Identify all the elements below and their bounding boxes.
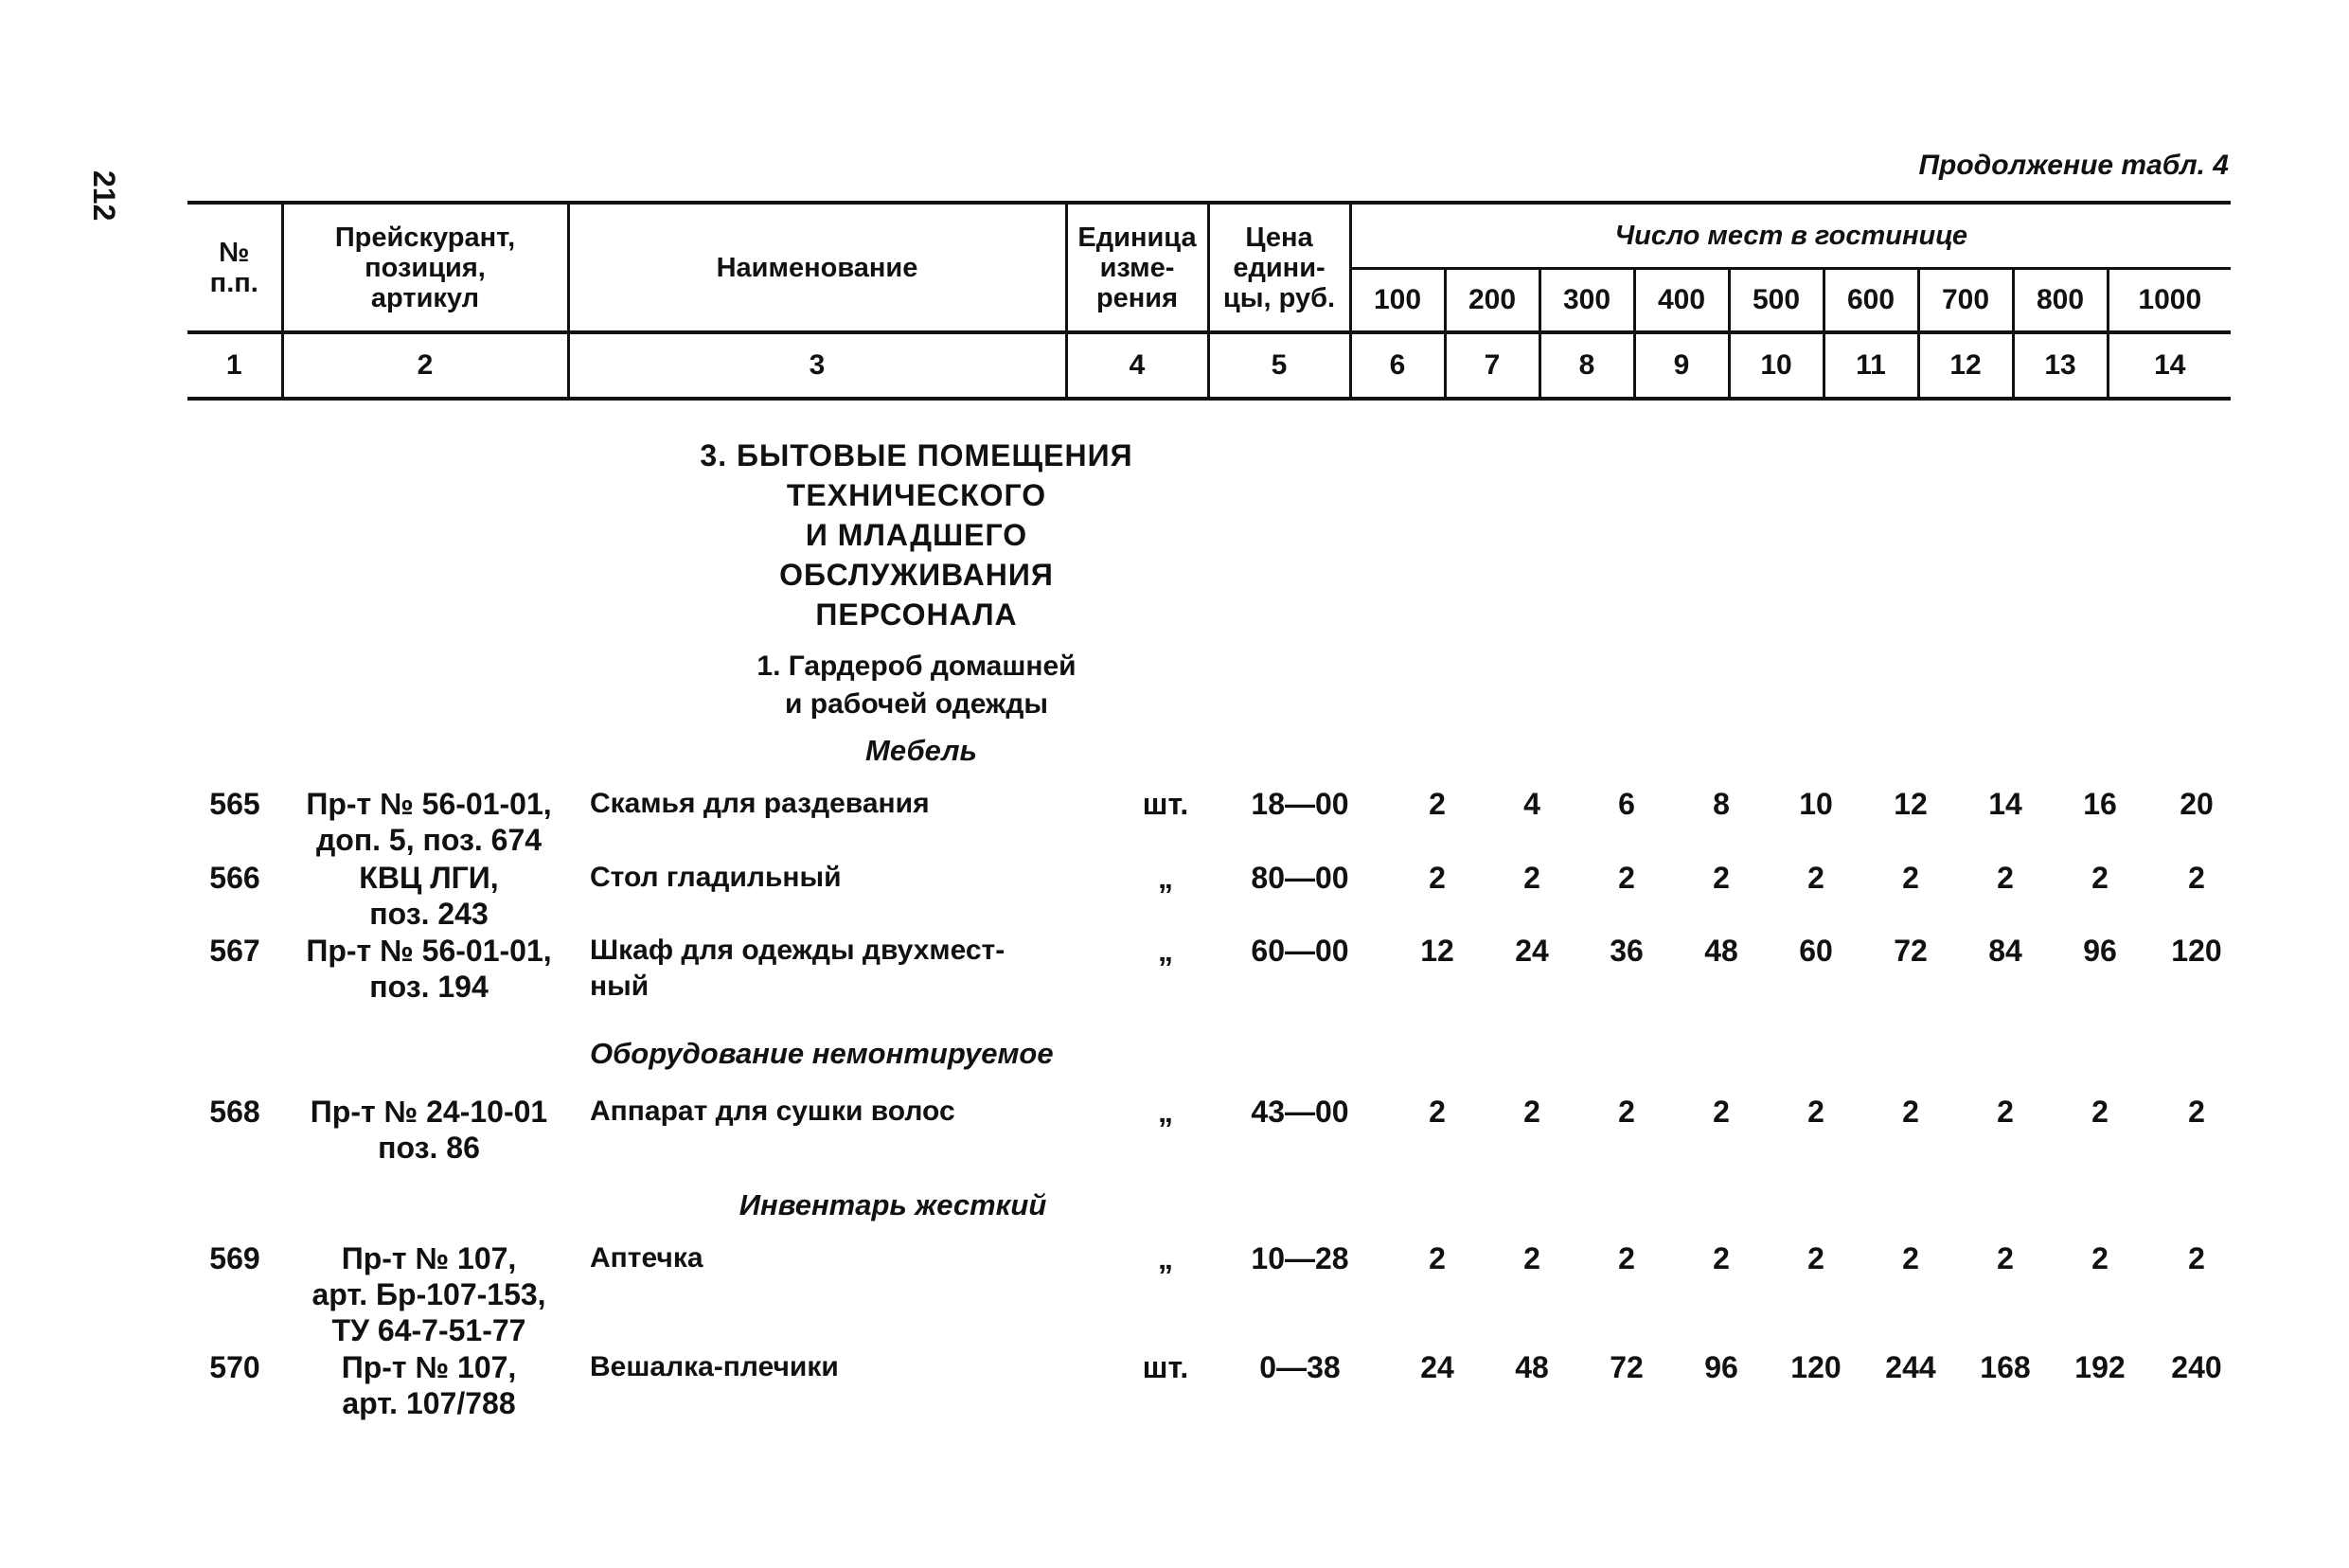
places-300: 300 bbox=[1539, 269, 1634, 333]
row-value-places-500: 120 bbox=[1790, 1350, 1842, 1384]
row-price-list: Пр-т № 107, арт. Бр-107-153, ТУ 64-7-51-77 bbox=[311, 1241, 546, 1347]
row-name: Аппарат для сушки волос bbox=[590, 1096, 955, 1127]
row-unit: „ bbox=[1158, 1095, 1173, 1129]
row-value-places-500: 2 bbox=[1807, 1095, 1824, 1129]
row-value-places-600: 244 bbox=[1885, 1350, 1936, 1384]
row-price-list: Пр-т № 56-01-01, доп. 5, поз. 674 bbox=[306, 787, 552, 857]
row-number: 568 bbox=[209, 1095, 260, 1129]
places-200: 200 bbox=[1445, 269, 1539, 333]
table-caption: Продолжение табл. 4 bbox=[1918, 150, 2229, 181]
row-value-places-200: 48 bbox=[1515, 1350, 1549, 1384]
row-number: 569 bbox=[209, 1241, 260, 1275]
row-value-places-1000: 240 bbox=[2171, 1350, 2222, 1384]
row-value-places-600: 2 bbox=[1902, 1241, 1919, 1275]
row-value-places-500: 2 bbox=[1807, 1241, 1824, 1275]
row-value-places-700: 168 bbox=[1980, 1350, 2031, 1384]
row-value-places-800: 2 bbox=[2091, 861, 2109, 895]
col-head-unit: Единица изме- рения bbox=[1066, 203, 1208, 332]
row-name: Шкаф для одежды двухмест- ный bbox=[590, 935, 1005, 1002]
row-value-places-300: 6 bbox=[1618, 787, 1635, 821]
row-value-places-200: 2 bbox=[1523, 1095, 1540, 1129]
section-subtitle: 1. Гардероб домашней и рабочей одежды bbox=[756, 650, 1077, 720]
column-number: 1 bbox=[187, 332, 282, 399]
row-value-places-1000: 2 bbox=[2188, 1241, 2205, 1275]
row-value-places-1000: 20 bbox=[2180, 787, 2214, 821]
column-number: 7 bbox=[1445, 332, 1539, 399]
row-value-places-400: 96 bbox=[1704, 1350, 1738, 1384]
row-value-places-100: 24 bbox=[1420, 1350, 1454, 1384]
group-inventory: Инвентарь жесткий bbox=[739, 1188, 1047, 1221]
column-number: 8 bbox=[1539, 332, 1634, 399]
row-price-list: Пр-т № 56-01-01, поз. 194 bbox=[306, 934, 552, 1004]
row-price: 18—00 bbox=[1251, 787, 1349, 821]
places-700: 700 bbox=[1918, 269, 2013, 333]
row-value-places-300: 2 bbox=[1618, 1095, 1635, 1129]
column-number: 13 bbox=[2013, 332, 2108, 399]
column-number: 9 bbox=[1634, 332, 1729, 399]
col-head-name: Наименование bbox=[568, 203, 1066, 332]
row-price-list: Пр-т № 24-10-01 поз. 86 bbox=[310, 1095, 548, 1165]
row-value-places-700: 2 bbox=[1997, 1095, 2014, 1129]
row-value-places-800: 16 bbox=[2083, 787, 2117, 821]
section-title: 3. БЫТОВЫЕ ПОМЕЩЕНИЯ ТЕХНИЧЕСКОГО И МЛАДШЕГО ОБСЛУЖИВАНИЯ ПЕРСОНАЛА bbox=[700, 438, 1133, 632]
row-value-places-300: 2 bbox=[1618, 861, 1635, 895]
row-price: 43—00 bbox=[1251, 1095, 1349, 1129]
row-name: Аптечка bbox=[590, 1242, 703, 1274]
column-number: 3 bbox=[568, 332, 1066, 399]
table-header bbox=[187, 201, 2231, 401]
row-value-places-300: 2 bbox=[1618, 1241, 1635, 1275]
col-head-num: № п.п. bbox=[187, 203, 282, 332]
col-head-places: Число мест в гостинице bbox=[1350, 203, 2231, 269]
row-value-places-1000: 120 bbox=[2171, 934, 2222, 968]
row-value-places-300: 36 bbox=[1610, 934, 1644, 968]
group-equipment: Оборудование немонтируемое bbox=[590, 1037, 1054, 1070]
row-value-places-100: 2 bbox=[1429, 861, 1446, 895]
row-value-places-100: 2 bbox=[1429, 787, 1446, 821]
row-value-places-700: 84 bbox=[1988, 934, 2022, 968]
row-value-places-700: 2 bbox=[1997, 861, 2014, 895]
row-value-places-400: 2 bbox=[1713, 1095, 1730, 1129]
places-100: 100 bbox=[1350, 269, 1445, 333]
row-value-places-100: 12 bbox=[1420, 934, 1454, 968]
row-unit: шт. bbox=[1142, 1350, 1189, 1384]
row-value-places-800: 96 bbox=[2083, 934, 2117, 968]
places-800: 800 bbox=[2013, 269, 2108, 333]
row-unit: „ bbox=[1158, 934, 1173, 968]
header-table bbox=[187, 201, 2231, 401]
row-value-places-600: 12 bbox=[1894, 787, 1928, 821]
row-value-places-800: 2 bbox=[2091, 1095, 2109, 1129]
col-head-price-list: Прейскурант, позиция, артикул bbox=[282, 203, 568, 332]
row-number: 566 bbox=[209, 861, 260, 895]
column-number: 4 bbox=[1066, 332, 1208, 399]
column-number: 2 bbox=[282, 332, 568, 399]
row-price: 0—38 bbox=[1259, 1350, 1341, 1384]
row-value-places-300: 72 bbox=[1610, 1350, 1644, 1384]
row-value-places-1000: 2 bbox=[2188, 861, 2205, 895]
column-number: 14 bbox=[2108, 332, 2231, 399]
places-1000: 1000 bbox=[2108, 269, 2231, 333]
row-unit: „ bbox=[1158, 861, 1173, 895]
row-value-places-500: 60 bbox=[1799, 934, 1833, 968]
row-value-places-1000: 2 bbox=[2188, 1095, 2205, 1129]
row-number: 567 bbox=[209, 934, 260, 968]
column-number: 5 bbox=[1208, 332, 1350, 399]
row-price: 10—28 bbox=[1251, 1241, 1349, 1275]
row-price-list: КВЦ ЛГИ, поз. 243 bbox=[359, 861, 499, 931]
row-value-places-200: 2 bbox=[1523, 1241, 1540, 1275]
row-value-places-600: 2 bbox=[1902, 1095, 1919, 1129]
column-number: 11 bbox=[1824, 332, 1918, 399]
row-name: Стол гладильный bbox=[590, 862, 842, 893]
col-head-price: Цена едини- цы, руб. bbox=[1208, 203, 1350, 332]
row-value-places-400: 2 bbox=[1713, 861, 1730, 895]
row-number: 565 bbox=[209, 787, 260, 821]
row-name: Скамья для раздевания bbox=[590, 788, 930, 819]
row-value-places-400: 2 bbox=[1713, 1241, 1730, 1275]
row-value-places-800: 2 bbox=[2091, 1241, 2109, 1275]
column-number: 6 bbox=[1350, 332, 1445, 399]
table-body bbox=[187, 417, 2231, 1458]
column-number: 10 bbox=[1729, 332, 1824, 399]
row-name: Вешалка-плечики bbox=[590, 1351, 839, 1382]
page-number: 212 bbox=[87, 170, 121, 222]
row-value-places-100: 2 bbox=[1429, 1095, 1446, 1129]
row-value-places-200: 2 bbox=[1523, 861, 1540, 895]
row-value-places-100: 2 bbox=[1429, 1241, 1446, 1275]
places-400: 400 bbox=[1634, 269, 1729, 333]
row-value-places-200: 24 bbox=[1515, 934, 1549, 968]
row-price-list: Пр-т № 107, арт. 107/788 bbox=[341, 1350, 517, 1420]
row-number: 570 bbox=[209, 1350, 260, 1384]
places-500: 500 bbox=[1729, 269, 1824, 333]
row-price: 60—00 bbox=[1251, 934, 1349, 968]
row-value-places-700: 2 bbox=[1997, 1241, 2014, 1275]
places-600: 600 bbox=[1824, 269, 1918, 333]
row-value-places-500: 10 bbox=[1799, 787, 1833, 821]
column-number: 12 bbox=[1918, 332, 2013, 399]
row-price: 80—00 bbox=[1251, 861, 1349, 895]
row-value-places-400: 48 bbox=[1704, 934, 1738, 968]
row-value-places-700: 14 bbox=[1988, 787, 2022, 821]
row-value-places-400: 8 bbox=[1713, 787, 1730, 821]
row-unit: „ bbox=[1158, 1241, 1173, 1275]
row-unit: шт. bbox=[1142, 787, 1189, 821]
row-value-places-200: 4 bbox=[1523, 787, 1540, 821]
row-value-places-500: 2 bbox=[1807, 861, 1824, 895]
group-furniture: Мебель bbox=[865, 734, 977, 767]
row-value-places-600: 72 bbox=[1894, 934, 1928, 968]
row-value-places-600: 2 bbox=[1902, 861, 1919, 895]
row-value-places-800: 192 bbox=[2074, 1350, 2126, 1384]
